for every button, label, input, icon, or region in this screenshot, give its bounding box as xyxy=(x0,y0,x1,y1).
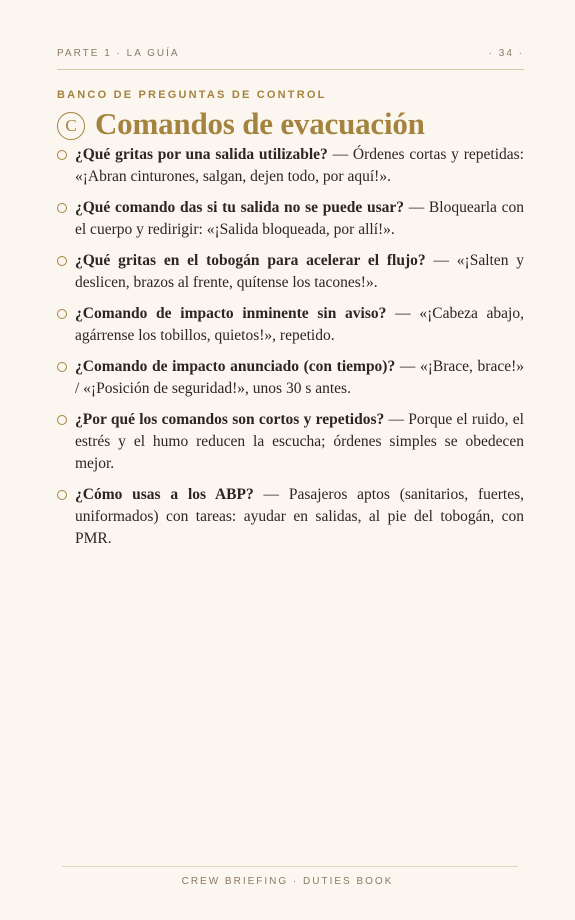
question: ¿Comando de impacto anunciado (con tiempo)? xyxy=(75,358,396,375)
badge-letter: C xyxy=(65,116,77,135)
running-footer: CREW BRIEFING · DUTIES BOOK xyxy=(181,876,394,887)
qa-text xyxy=(75,303,524,347)
question: ¿Por qué los comandos son cortos y repetidos? xyxy=(75,411,385,428)
list-item xyxy=(57,356,524,400)
bullet-icon xyxy=(57,362,67,372)
question: ¿Comando de impacto inminente sin aviso? xyxy=(75,305,387,322)
bullet-icon xyxy=(57,490,67,500)
qa-text xyxy=(75,144,524,188)
bullet-icon xyxy=(57,256,67,266)
answer: — Pasajeros aptos (sanitarios, fuertes, uniformados) con tareas: ayudar en salidas, al pie del tobogán, con PMR. xyxy=(75,486,524,547)
header-section: PARTE 1 · LA GUÍA xyxy=(57,48,180,59)
question: ¿Qué comando das si tu salida no se puede usar? xyxy=(75,199,405,216)
answer: — «¡Salten y deslicen, brazos al frente, quítense los tacones!». xyxy=(75,252,525,291)
bullet-icon xyxy=(57,150,67,160)
list-item xyxy=(57,144,524,188)
qa-text xyxy=(75,356,524,400)
qa-text xyxy=(75,484,524,550)
list-item xyxy=(57,250,524,294)
bullet-icon xyxy=(57,203,67,213)
section-label: BANCO DE PREGUNTAS DE CONTROL xyxy=(57,89,327,101)
question: ¿Cómo usas a los ABP? xyxy=(75,486,254,503)
header-divider xyxy=(57,69,524,70)
answer: — «¡Brace, brace!» / «¡Posición de seguridad!», unos 30 s antes. xyxy=(75,358,524,397)
question: ¿Qué gritas por una salida utilizable? xyxy=(75,146,328,163)
bullet-icon xyxy=(57,415,67,425)
qa-text xyxy=(75,197,524,241)
bullet-icon xyxy=(57,309,67,319)
question-list xyxy=(57,144,524,559)
answer: — Órdenes cortas y repetidas: «¡Abran cinturones, salgan, dejen todo, por aquí!». xyxy=(75,146,524,185)
answer: — Bloquearla con el cuerpo y redirigir: «¡Salida bloqueada, por allí!». xyxy=(75,199,525,238)
list-item xyxy=(57,303,524,347)
qa-text xyxy=(75,250,524,294)
list-item xyxy=(57,484,524,550)
answer: — Porque el ruido, el estrés y el humo reducen la escucha; órdenes simples se obedecen mejor. xyxy=(75,411,524,472)
list-item xyxy=(57,409,524,475)
qa-text xyxy=(75,409,524,475)
page-title: Comandos de evacuación xyxy=(95,106,425,141)
footer-divider xyxy=(62,866,518,867)
answer: — «¡Cabeza abajo, agárrense los tobillos, quietos!», repetido. xyxy=(75,305,524,344)
page-number: · 34 · xyxy=(488,48,524,59)
list-item xyxy=(57,197,524,241)
question: ¿Qué gritas en el tobogán para acelerar el flujo? xyxy=(75,252,426,269)
title-row xyxy=(57,106,425,142)
running-header xyxy=(57,48,524,59)
chapter-badge xyxy=(57,112,85,140)
